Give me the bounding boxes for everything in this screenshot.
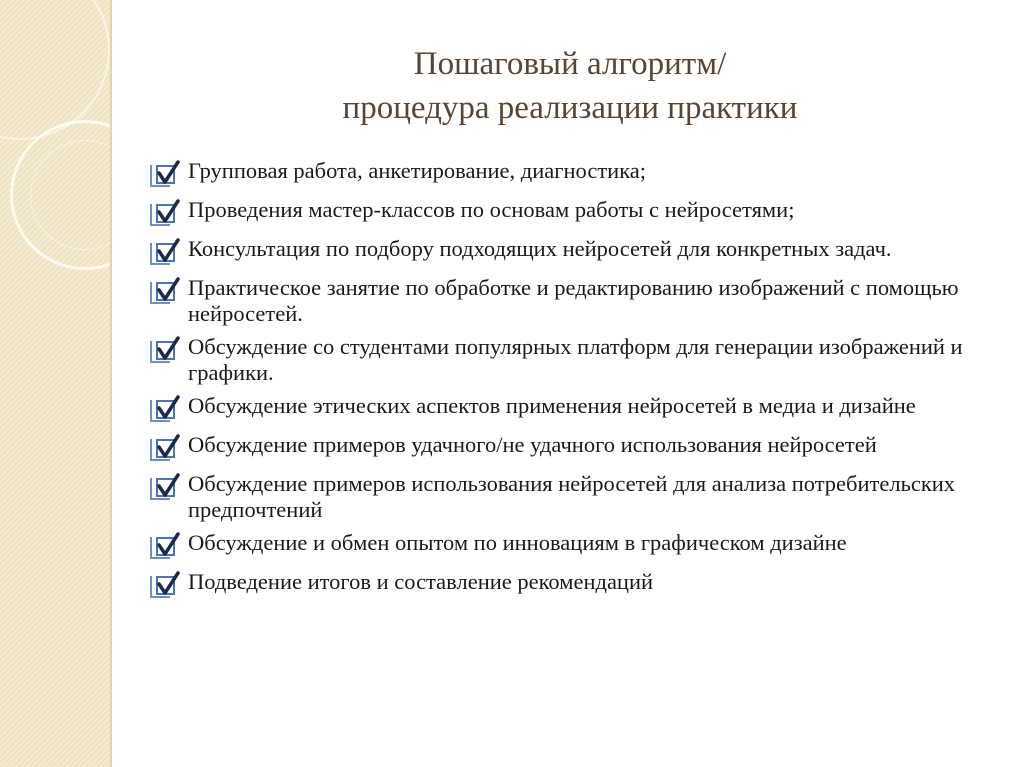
list-item-text: Обсуждение этических аспектов применения нейросетей в медиа и дизайне: [188, 393, 916, 418]
list-item: [148, 569, 1008, 601]
list-item-text: Обсуждение и обмен опытом по инновациям в графическом дизайне: [188, 530, 847, 555]
checkbox-check-icon: [148, 160, 188, 190]
title-line-2: процедура реализации практики: [342, 90, 798, 126]
slide-title: [230, 42, 910, 130]
decorative-ring: [0, 0, 110, 140]
checkbox-check-icon: [148, 395, 188, 425]
checkbox-check-icon: [148, 238, 188, 268]
checkbox-check-icon: [148, 532, 188, 562]
list-item-text: Обсуждение примеров использования нейросетей для анализа потребительских предпочтений: [188, 471, 956, 522]
checkbox-check-icon: [148, 336, 188, 366]
list-item: [148, 530, 1008, 562]
checkbox-check-icon: [148, 434, 188, 464]
list-item: [148, 275, 1008, 327]
list-item-text: Обсуждение со студентами популярных платформ для генерации изображений и графики.: [188, 334, 963, 385]
list-item-text: Консультация по подбору подходящих нейросетей для конкретных задач.: [188, 236, 892, 261]
list-item: [148, 393, 1008, 425]
list-item: [148, 334, 1008, 386]
checkbox-check-icon: [148, 277, 188, 307]
list-item: [148, 471, 1008, 523]
checklist: [148, 158, 1008, 608]
list-item-text: Практическое занятие по обработке и редактированию изображений с помощью нейросетей.: [188, 275, 959, 326]
list-item: [148, 197, 1008, 229]
checkbox-check-icon: [148, 571, 188, 601]
list-item: [148, 158, 1008, 190]
decorative-sidebar: [0, 0, 112, 767]
list-item-text: Подведение итогов и составление рекомендаций: [188, 569, 654, 594]
list-item: [148, 236, 1008, 268]
list-item: [148, 432, 1008, 464]
checkbox-check-icon: [148, 199, 188, 229]
list-item-text: Обсуждение примеров удачного/не удачного использования нейросетей: [188, 432, 877, 457]
list-item-text: Проведения мастер-классов по основам работы с нейросетями;: [188, 197, 795, 222]
title-line-1: Пошаговый алгоритм/: [413, 46, 727, 82]
sidebar-divider: [110, 0, 112, 767]
list-item-text: Групповая работа, анкетирование, диагностика;: [188, 158, 647, 183]
checkbox-check-icon: [148, 473, 188, 503]
